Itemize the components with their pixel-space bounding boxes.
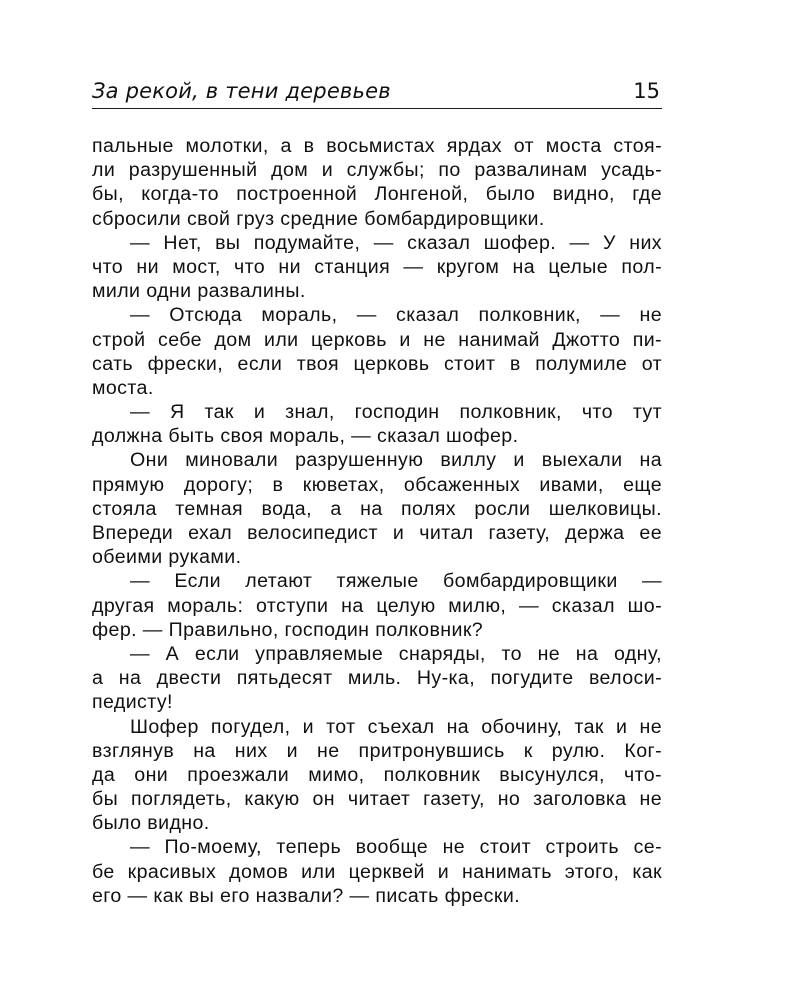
text-line: было видно. [92, 812, 210, 835]
text-line: бы поглядеть, какую он читает газету, но заголовка не [92, 788, 662, 811]
text-line: другая мораль: отступи на целую милю, — сказал шо- [92, 594, 662, 617]
text-line: ли разрушенный дом и службы; по развалинам усадь- [92, 159, 662, 182]
paragraph [92, 400, 662, 448]
text-line: — Если летают тяжелые бомбардировщики — [130, 570, 662, 593]
page-header [92, 78, 662, 109]
text-line: — По-моему, теперь вообще не стоит строить се- [130, 836, 662, 859]
paragraph [92, 642, 662, 715]
text-line: Шофер погудел, и тот съехал на обочину, так и не [130, 715, 662, 738]
paragraph [92, 448, 662, 569]
paragraph [92, 231, 662, 304]
text-line: должна быть своя мораль, — сказал шофер. [92, 425, 519, 448]
paragraph [92, 835, 662, 908]
text-line: пальные молотки, а в восьмистах ярдах от моста стоя- [92, 135, 662, 157]
text-line: мили одни развалины. [92, 280, 306, 303]
text-line: Впереди ехал велосипедист и читал газету, держа ее [92, 522, 662, 544]
text-line: — Отсюда мораль, — сказал полковник, — не [130, 304, 662, 327]
text-line: что ни мост, что ни станция — кругом на целые пол- [92, 255, 662, 278]
text-line: стояла темная вода, а на полях росли шелковицы. [92, 497, 662, 520]
text-line: бе красивых домов или церквей и нанимать этого, как [92, 860, 662, 883]
body-text [92, 134, 662, 908]
text-line: а на двести пятьдесят миль. Ну-ка, погудите велоси- [92, 667, 662, 690]
text-line: обеими руками. [92, 546, 242, 569]
paragraph [92, 303, 662, 400]
text-line: — А если управляемые снаряды, то не на одну, [130, 642, 662, 665]
text-line: прямую дорогу; в кюветах, обсаженных ивами, еще [92, 473, 662, 496]
running-title: За рекой, в тени деревьев [92, 79, 391, 103]
text-line: — Я так и знал, господин полковник, что тут [130, 401, 662, 424]
text-line: да они проезжали мимо, полковник высунулся, что- [92, 763, 662, 786]
text-line: сать фрески, если твоя церковь стоит в полумиле от [92, 352, 662, 375]
page-number: 15 [633, 79, 660, 103]
text-line: — Нет, вы подумайте, — сказал шофер. — У них [130, 231, 662, 254]
text-line: сбросили свой груз средние бомбардировщики. [92, 207, 545, 230]
text-line: фер. — Правильно, господин полковник? [92, 618, 484, 641]
text-line: его — как вы его назвали? — писать фрески. [92, 884, 521, 907]
paragraph [92, 569, 662, 642]
text-line: педисту! [92, 691, 173, 714]
text-line: моста. [92, 376, 154, 399]
text-line: бы, когда-то построенной Лонгеной, было видно, где [92, 183, 662, 206]
paragraph [92, 715, 662, 836]
paragraph [92, 134, 662, 231]
text-line: Они миновали разрушенную виллу и выехали на [130, 449, 662, 472]
text-line: строй себе дом или церковь и не нанимай Джотто пи- [92, 328, 662, 351]
text-line: взглянув на них и не притронувшись к рулю. Ког- [92, 739, 662, 762]
